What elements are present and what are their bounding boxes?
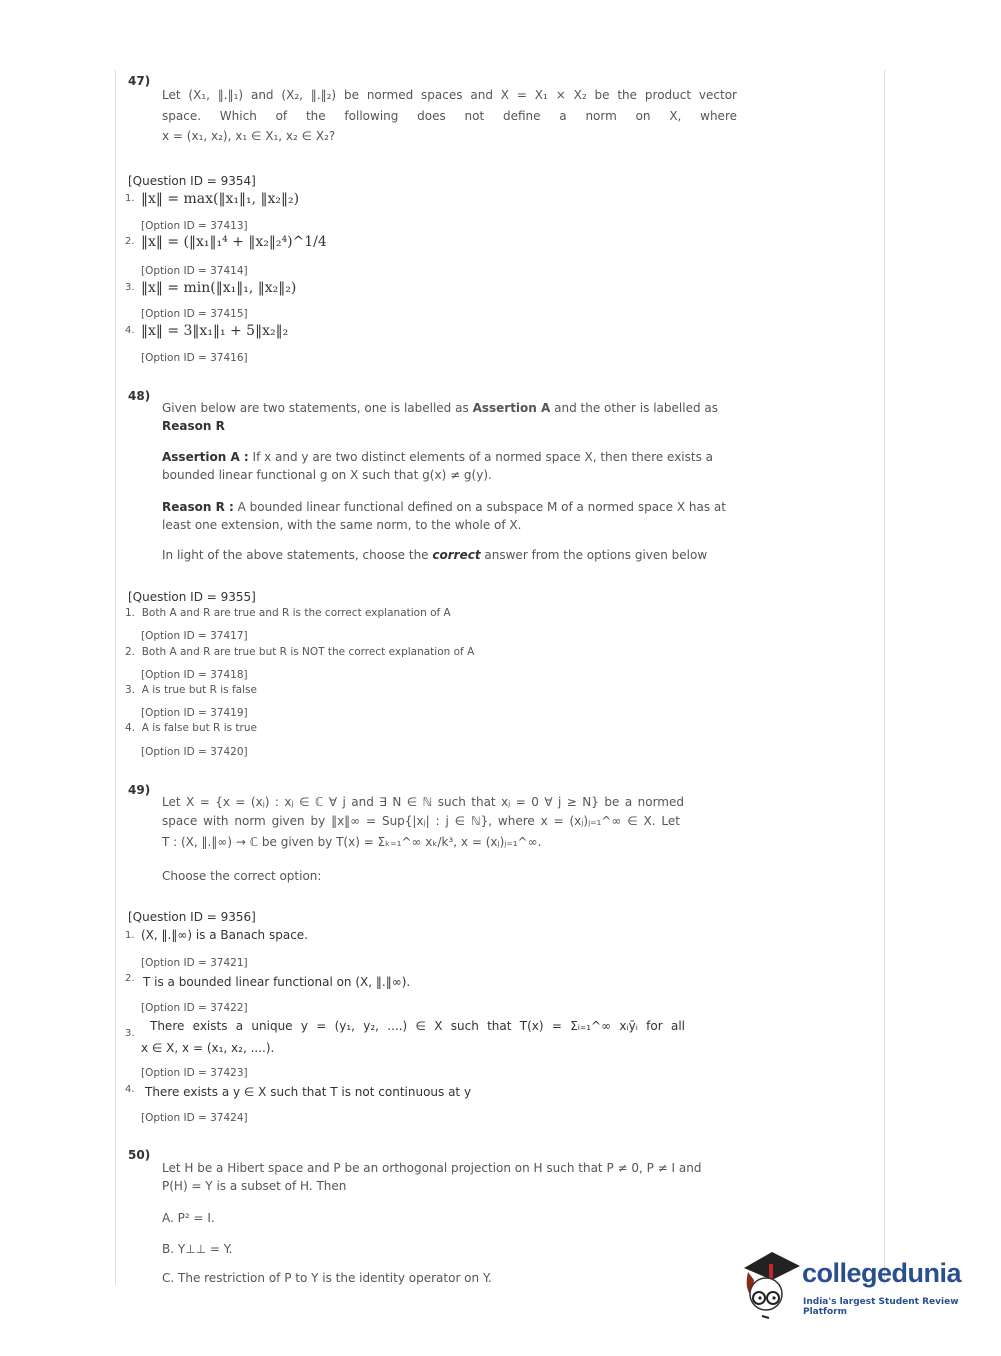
- option-text: ‖x‖ = (‖x₁‖₁⁴ + ‖x₂‖₂⁴)^1/4: [141, 234, 327, 250]
- reason-text: least one extension, with the same norm, to the whole of X.: [162, 518, 522, 532]
- assertion-label: Assertion A :: [162, 450, 249, 464]
- option-id: [Option ID = 37415]: [141, 308, 248, 320]
- statement-a: A. P² = I.: [162, 1211, 215, 1225]
- question-id: [Question ID = 9354]: [128, 174, 256, 188]
- text: Both A and R are true but R is NOT the correct explanation of A: [141, 646, 475, 658]
- option-id: [Option ID = 37413]: [141, 220, 248, 232]
- option-id: [Option ID = 37423]: [141, 1067, 248, 1079]
- text: and the other is labelled as: [554, 401, 718, 415]
- option-text: (X, ‖.‖∞) is a Banach space.: [141, 928, 308, 942]
- option-number: 3.: [125, 1028, 135, 1039]
- bold-text: Assertion A: [472, 401, 551, 415]
- assertion-text: bounded linear functional g on X such that g(x) ≠ g(y).: [162, 468, 492, 482]
- question-text: P(H) = Y is a subset of H. Then: [162, 1179, 347, 1193]
- option-text: [125, 722, 257, 734]
- logo-tagline: India's largest Student Review Platform: [803, 1297, 959, 1317]
- option-number: 3.: [125, 684, 136, 696]
- text: A bounded linear functional defined on a subspace M of a normed space X has at: [237, 500, 726, 514]
- option-id: [Option ID = 37424]: [141, 1112, 248, 1124]
- question-number: 49): [128, 783, 151, 797]
- question-text: Let H be a Hibert space and P be an orthogonal projection on H such that P ≠ 0, P ≠ I and: [162, 1161, 702, 1175]
- option-text: x ∈ X, x = (x₁, x₂, ....).: [141, 1041, 275, 1055]
- question-text: [162, 401, 718, 415]
- question-number: 48): [128, 389, 151, 403]
- statement-c: C. The restriction of P to Y is the identity operator on Y.: [162, 1271, 492, 1285]
- option-id: [Option ID = 37421]: [141, 957, 248, 969]
- logo-wordmark: collegedunia: [802, 1258, 962, 1288]
- option-text: T is a bounded linear functional on (X, ‖.‖∞).: [143, 975, 411, 989]
- question-id: [Question ID = 9355]: [128, 590, 256, 604]
- option-number: 2.: [125, 646, 136, 658]
- option-number: 1.: [125, 930, 135, 941]
- option-number: 4.: [125, 325, 135, 336]
- statement-b: B. Y⊥⊥ = Y.: [162, 1242, 233, 1256]
- question-text: Let X = {x = (xⱼ) : xⱼ ∈ ℂ ∀ j and ∃ N ∈ ℕ such that xⱼ = 0 ∀ j ≥ N} be a normed: [162, 795, 684, 809]
- option-text: [125, 607, 451, 619]
- text: A is true but R is false: [141, 684, 257, 696]
- option-id: [Option ID = 37420]: [141, 746, 248, 758]
- option-text: [125, 684, 257, 696]
- question-text: space with norm given by ‖x‖∞ = Sup{|xⱼ| : j ∈ ℕ}, where x = (xⱼ)ⱼ₌₁^∞ ∈ X. Let: [162, 814, 680, 828]
- option-text: ‖x‖ = min(‖x₁‖₁, ‖x₂‖₂): [141, 280, 297, 296]
- option-number: 1.: [125, 193, 135, 204]
- text: Given below are two statements, one is labelled as: [162, 401, 469, 415]
- mascot-icon: [742, 1250, 802, 1320]
- text: If x and y are two distinct elements of a normed space X, then there exists a: [252, 450, 714, 464]
- option-text: There exists a y ∈ X such that T is not continuous at y: [145, 1085, 472, 1099]
- option-number: 2.: [125, 973, 135, 984]
- option-number: 4.: [125, 1084, 135, 1095]
- instruction-text: [162, 548, 707, 562]
- text: In light of the above statements, choose the: [162, 548, 429, 562]
- question-text: x = (x₁, x₂), x₁ ∈ X₁, x₂ ∈ X₂?: [162, 129, 336, 143]
- question-number: 47): [128, 74, 151, 88]
- left-margin-line: [115, 70, 116, 1285]
- question-text: Let (X₁, ‖.‖₁) and (X₂, ‖.‖₂) be normed spaces and X = X₁ × X₂ be the product vector: [162, 88, 737, 102]
- option-id: [Option ID = 37419]: [141, 707, 248, 719]
- option-number: 3.: [125, 282, 135, 293]
- text: answer from the options given below: [484, 548, 708, 562]
- option-id: [Option ID = 37416]: [141, 352, 248, 364]
- question-text: space. Which of the following does not define a norm on X, where: [162, 109, 737, 123]
- option-text: ‖x‖ = max(‖x₁‖₁, ‖x₂‖₂): [141, 191, 300, 207]
- question-text: T : (X, ‖.‖∞) → ℂ be given by T(x) = Σₖ₌₁^∞ xₖ/k³, x = (xⱼ)ⱼ₌₁^∞.: [162, 835, 542, 849]
- option-number: 1.: [125, 607, 136, 619]
- option-text: ‖x‖ = 3‖x₁‖₁ + 5‖x₂‖₂: [141, 323, 289, 339]
- question-id: [Question ID = 9356]: [128, 910, 256, 924]
- option-text: There exists a unique y = (y₁, y₂, ....) ∈ X such that T(x) = Σᵢ₌₁^∞ xᵢȳᵢ for all: [150, 1019, 685, 1033]
- assertion-text: [162, 450, 713, 464]
- option-number: 4.: [125, 722, 136, 734]
- right-margin-line: [884, 70, 885, 1285]
- option-number: 2.: [125, 236, 135, 247]
- bold-text: correct: [432, 548, 481, 562]
- text: A is false but R is true: [141, 722, 257, 734]
- option-text: [125, 646, 474, 658]
- option-id: [Option ID = 37418]: [141, 669, 248, 681]
- text: Both A and R are true and R is the correct explanation of A: [141, 607, 451, 619]
- option-id: [Option ID = 37422]: [141, 1002, 248, 1014]
- instruction-text: Choose the correct option:: [162, 869, 322, 883]
- question-number: 50): [128, 1148, 151, 1162]
- collegedunia-logo: [742, 1250, 972, 1320]
- reason-text: [162, 500, 726, 514]
- option-id: [Option ID = 37417]: [141, 630, 248, 642]
- option-id: [Option ID = 37414]: [141, 265, 248, 277]
- reason-label: Reason R :: [162, 500, 234, 514]
- question-text: Reason R: [162, 419, 225, 433]
